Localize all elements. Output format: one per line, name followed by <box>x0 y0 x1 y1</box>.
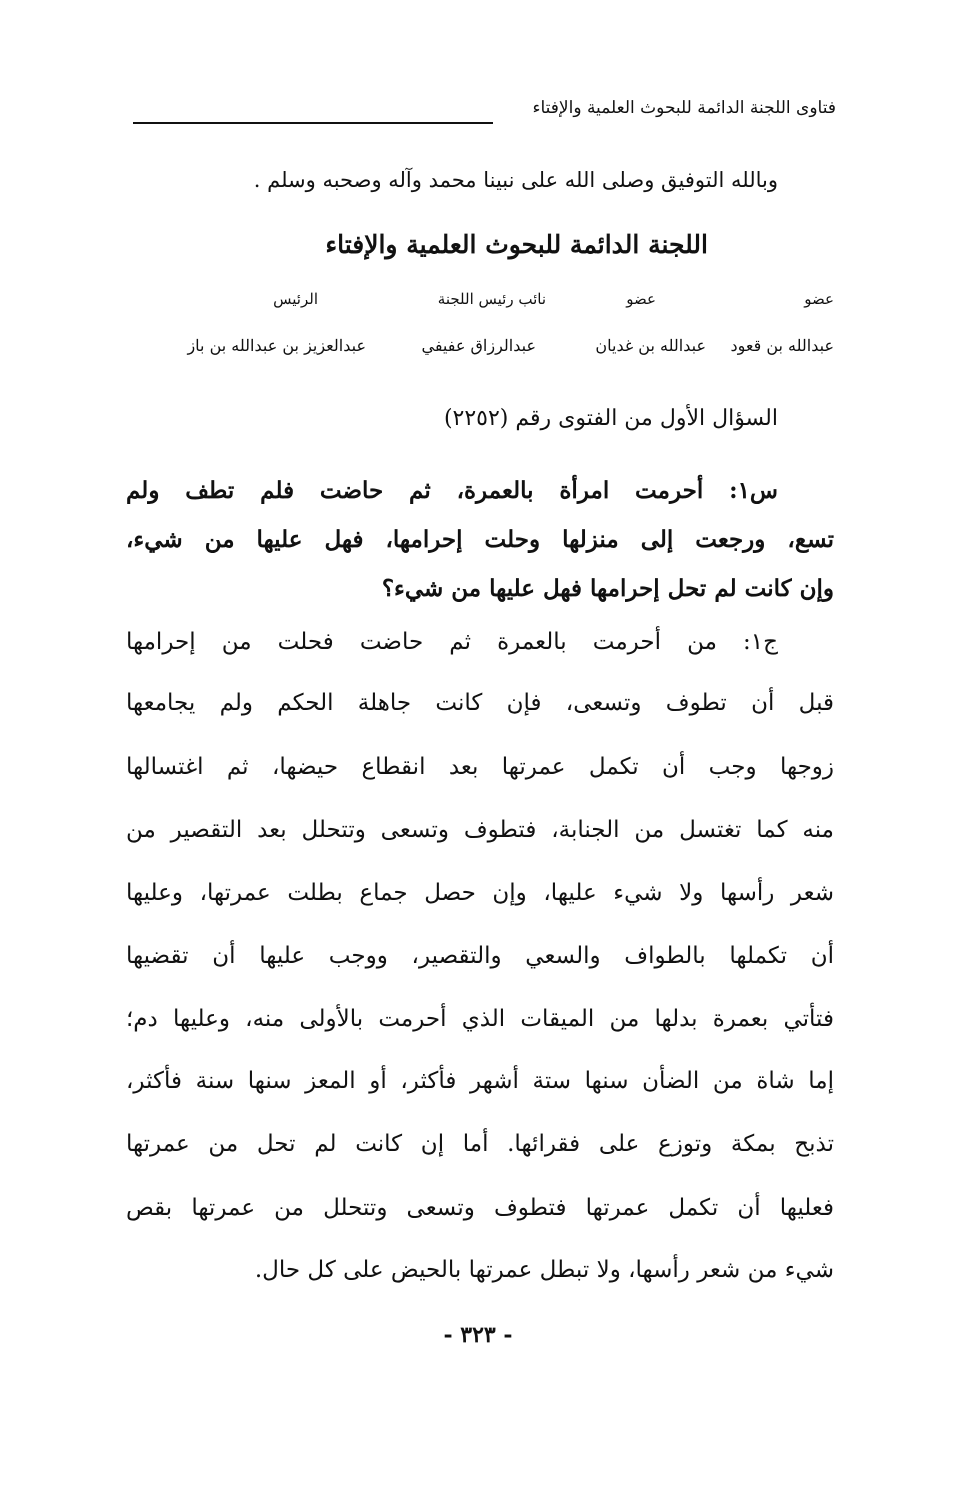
running-header: فتاوى اللجنة الدائمة للبحوث العلمية والإفتاء <box>532 98 836 118</box>
signatory-name: عبدالرزاق عفيفي <box>421 336 536 355</box>
signatory-name: عبدالله بن غديان <box>595 336 706 355</box>
signatory-name: عبدالله بن قعود <box>730 336 834 355</box>
answer-line: قبل أن تطوف وتسعى، فإن كانت جاهلة الحكم ولم يجامعها <box>126 690 834 716</box>
signatory-role: الرئيس <box>273 290 318 308</box>
answer-line: زوجها وجب أن تكمل عمرتها بعد انقطاع حيضها، ثم اغتسالها <box>126 754 834 780</box>
answer-line: ج١: من أحرمت بالعمرة ثم حاضت فحلت من إحرامها <box>126 629 778 655</box>
page-number: - ٣٢٣ - <box>443 1322 513 1348</box>
answer-line: تذبح بمكة وتوزع على فقرائها. أما إن كانت لم تحل من عمرتها <box>126 1131 834 1157</box>
question-line: تسع، ورجعت إلى منزلها وحلت إحرامها، فهل عليها من شيء، <box>126 526 834 553</box>
question-line: س١: أحرمت امرأة بالعمرة، ثم حاضت فلم تطف ولم <box>126 477 778 504</box>
signatory-role: عضو <box>804 290 834 308</box>
answer-line: شعر رأسها ولا شيء عليها، وإن حصل جماع بطلت عمرتها، وعليها <box>126 880 834 906</box>
answer-line: أن تكملها بالطواف والسعي والتقصير، ووجب عليها أن تقضيها <box>126 943 834 969</box>
answer-line: شيء من شعر رأسها، ولا تبطل عمرتها بالحيض على كل حال. <box>254 1257 834 1283</box>
question-heading: السؤال الأول من الفتوى رقم (٢٢٥٢) <box>443 406 778 431</box>
signatory-role: نائب رئيس اللجنة <box>437 290 546 308</box>
question-line: وإن كانت لم تحل إحرامها فهل عليها من شيء؟ <box>381 575 834 602</box>
answer-line: فعليها أن تكمل عمرتها فتطوف وتسعى وتتحلل من عمرتها بقص <box>126 1195 834 1221</box>
signatory-role: عضو <box>626 290 656 308</box>
header-rule <box>133 122 493 124</box>
signatory-name: عبدالعزيز بن عبدالله بن باز <box>187 336 366 355</box>
answer-line: منه كما تغتسل من الجنابة، فتطوف وتسعى وتتحلل بعد التقصير من <box>126 817 834 843</box>
committee-title: اللجنة الدائمة للبحوث العلمية والإفتاء <box>325 230 708 259</box>
closing-formula: وبالله التوفيق وصلى الله على نبينا محمد وآله وصحبه وسلم . <box>253 168 778 192</box>
answer-line: إما شاة من الضأن سنها ستة أشهر فأكثر، أو المعز سنها سنة فأكثر، <box>126 1068 834 1094</box>
answer-line: فتأتي بعمرة بدلها من الميقات الذي أحرمت بالأولى منه، وعليها دم؛ <box>126 1006 834 1032</box>
